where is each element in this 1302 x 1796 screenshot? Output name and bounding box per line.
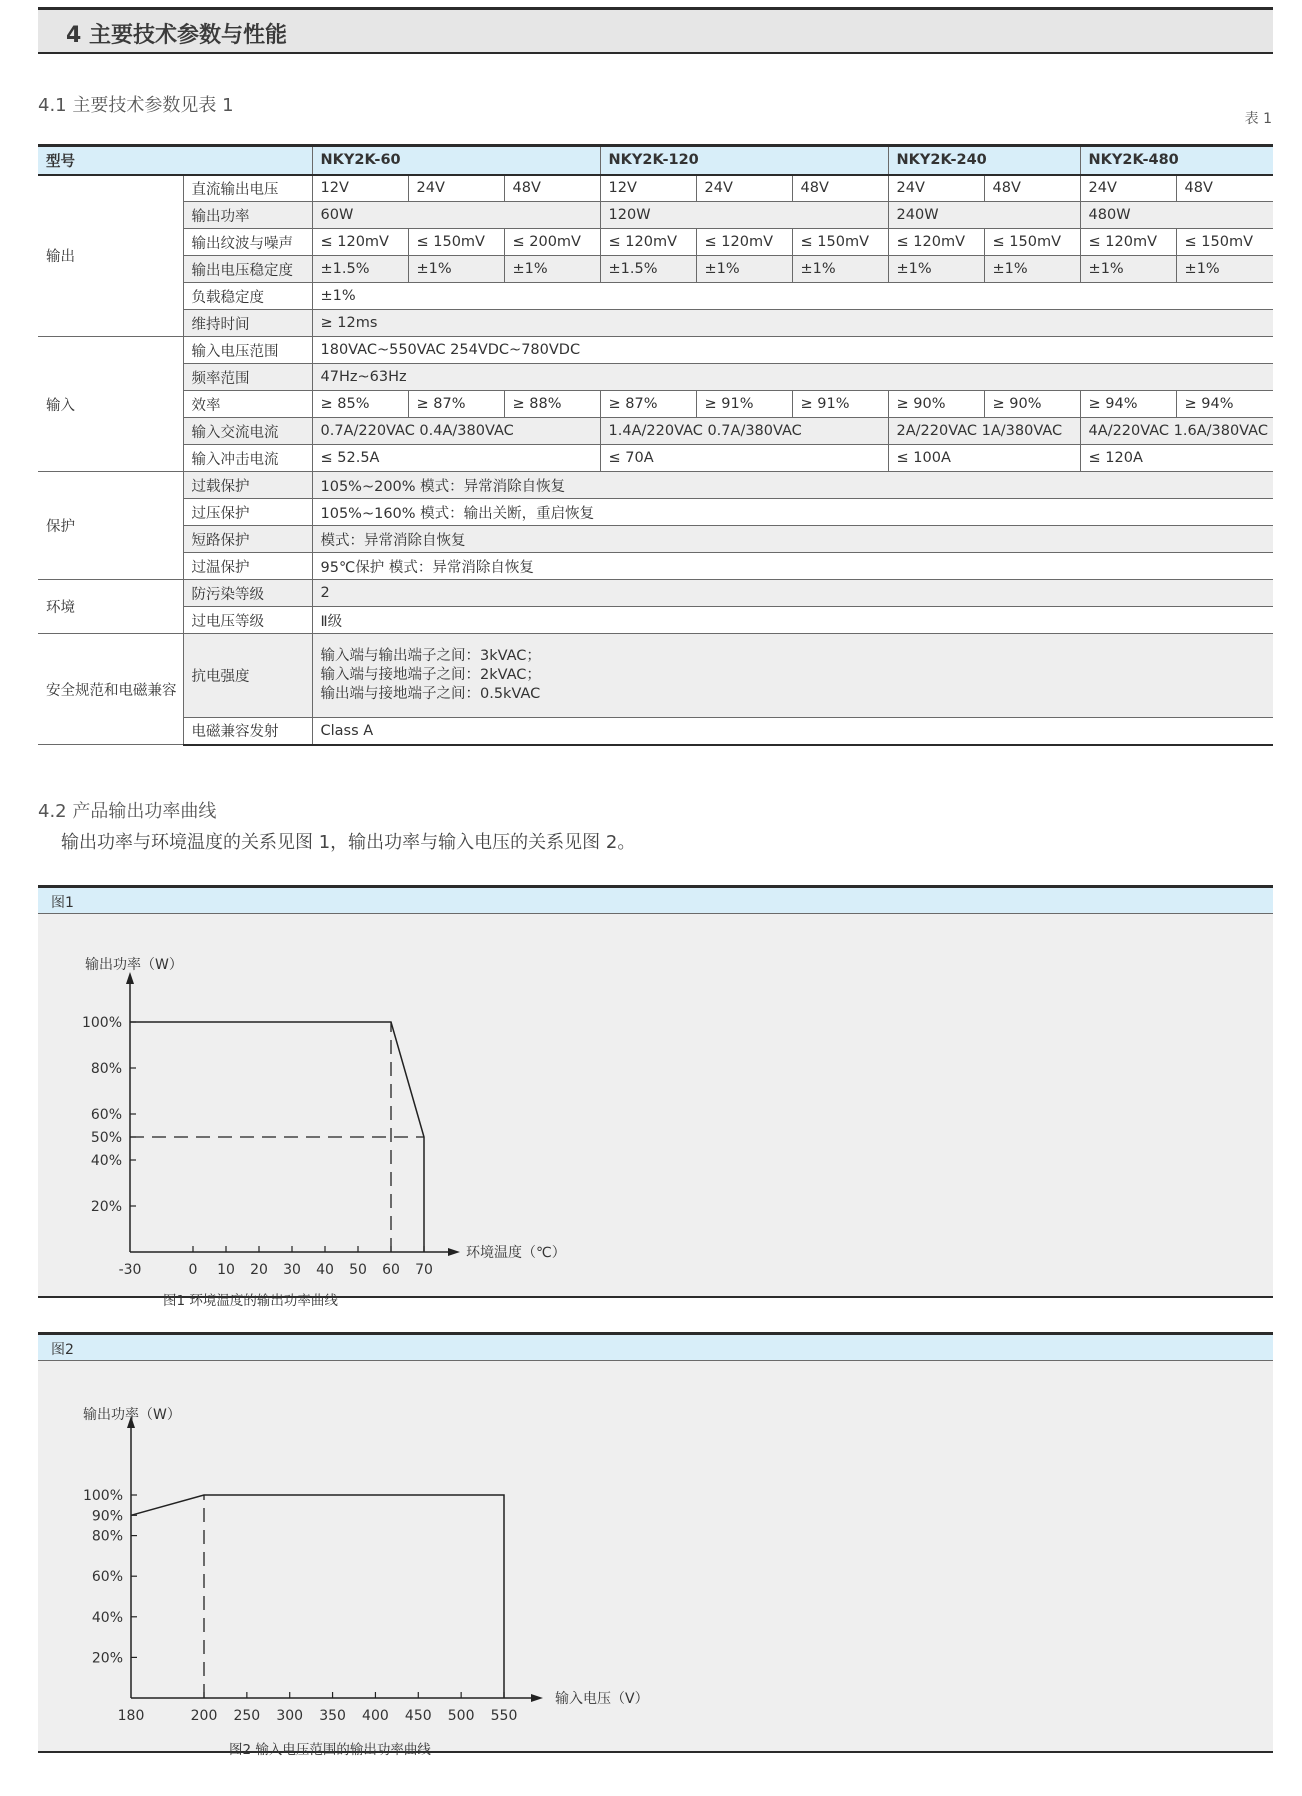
table-cell: Ⅱ级 bbox=[312, 607, 1273, 634]
table-cell: 1.4A/220VAC 0.7A/380VAC bbox=[600, 418, 888, 445]
param-label: 输出电压稳定度 bbox=[183, 256, 312, 283]
header-model-480: NKY2K-480 bbox=[1080, 146, 1273, 175]
figure-1-caption: 图1 环境温度的输出功率曲线 bbox=[163, 1293, 338, 1309]
series-line bbox=[131, 1495, 504, 1698]
param-label: 过载保护 bbox=[183, 472, 312, 499]
y-tick-label: 100% bbox=[81, 1015, 122, 1031]
table-cell: ≤ 70A bbox=[600, 445, 888, 472]
figure-2-header: 图2 bbox=[38, 1332, 1273, 1361]
table-cell: ≥ 87% bbox=[408, 391, 504, 418]
table-cell: ±1% bbox=[504, 256, 600, 283]
table-cell: ≤ 200mV bbox=[504, 229, 600, 256]
table-cell: ≥ 91% bbox=[696, 391, 792, 418]
y-tick-label: 90% bbox=[91, 1508, 123, 1525]
table-cell: 48V bbox=[792, 175, 888, 202]
table-cell: ≥ 94% bbox=[1080, 391, 1176, 418]
section-header bbox=[38, 7, 1273, 54]
table-cell: ≤ 120mV bbox=[312, 229, 408, 256]
header-model: 型号 bbox=[38, 146, 312, 175]
subsection-title-4-1: 4.1 主要技术参数见表 1 bbox=[38, 95, 234, 116]
param-label: 过温保护 bbox=[183, 553, 312, 580]
table-cell: 2A/220VAC 1A/380VAC bbox=[888, 418, 1080, 445]
param-label: 抗电强度 bbox=[183, 634, 312, 718]
table-cell: 4A/220VAC 1.6A/380VAC bbox=[1080, 418, 1273, 445]
x-tick-label: 10 bbox=[217, 1262, 235, 1278]
x-tick-label: 60 bbox=[382, 1262, 400, 1278]
param-label: 输出功率 bbox=[183, 202, 312, 229]
table-cell: ±1% bbox=[984, 256, 1080, 283]
table-cell: 24V bbox=[1080, 175, 1176, 202]
table-row bbox=[38, 553, 1273, 580]
y-axis-arrow-icon bbox=[126, 972, 134, 984]
x-tick-label: 550 bbox=[490, 1708, 518, 1724]
table-cell: ≥ 90% bbox=[984, 391, 1080, 418]
y-axis-label: 输出功率（W） bbox=[85, 957, 183, 973]
table-cell: ±1% bbox=[312, 283, 1273, 310]
param-label: 维持时间 bbox=[183, 310, 312, 337]
table-cell: ≤ 100A bbox=[888, 445, 1080, 472]
subsection-title-4-2: 4.2 产品输出功率曲线 bbox=[38, 801, 217, 822]
table-row bbox=[38, 634, 1273, 718]
figure-1-chart bbox=[38, 914, 1273, 1309]
x-tick-label: 450 bbox=[404, 1708, 432, 1724]
x-tick-label: 70 bbox=[415, 1262, 433, 1278]
param-label: 频率范围 bbox=[183, 364, 312, 391]
figure-1-header: 图1 bbox=[38, 885, 1273, 914]
param-label: 过电压等级 bbox=[183, 607, 312, 634]
param-label: 输入交流电流 bbox=[183, 418, 312, 445]
table-cell: ≥ 94% bbox=[1176, 391, 1273, 418]
figure-1 bbox=[38, 885, 1273, 1309]
x-axis-label: 输入电压（V） bbox=[555, 1691, 649, 1707]
withstand-line: 输入端与接地端子之间：2kVAC； bbox=[320, 667, 541, 683]
y-tick-label: 80% bbox=[91, 1528, 123, 1545]
table-cell: ≥ 91% bbox=[792, 391, 888, 418]
table-cell: ≤ 120A bbox=[1080, 445, 1273, 472]
table-cell: ≥ 88% bbox=[504, 391, 600, 418]
group-output: 输出 bbox=[38, 175, 183, 337]
figure-2-chart bbox=[38, 1361, 1273, 1758]
x-tick-label: 20 bbox=[250, 1262, 268, 1278]
table-cell: ±1% bbox=[696, 256, 792, 283]
param-label: 负载稳定度 bbox=[183, 283, 312, 310]
table-cell: 95℃保护 模式：异常消除自恢复 bbox=[312, 553, 1273, 580]
table-row bbox=[38, 418, 1273, 445]
table-cell: 180VAC~550VAC 254VDC~780VDC bbox=[312, 337, 1273, 364]
table-cell: 480W bbox=[1080, 202, 1273, 229]
y-tick-label: 20% bbox=[90, 1199, 122, 1215]
figure-2 bbox=[38, 1332, 1273, 1758]
param-label: 防污染等级 bbox=[183, 580, 312, 607]
table-row bbox=[38, 364, 1273, 391]
y-tick-label: 100% bbox=[82, 1488, 123, 1504]
table-cell: 模式：异常消除自恢复 bbox=[312, 526, 1273, 553]
group-env: 环境 bbox=[38, 580, 183, 634]
group-safety: 安全规范和电磁兼容 bbox=[38, 634, 183, 745]
param-label: 直流输出电压 bbox=[183, 175, 312, 202]
table-cell: ≤ 120mV bbox=[1080, 229, 1176, 256]
x-tick-label: 350 bbox=[319, 1708, 346, 1724]
param-label: 输出纹波与噪声 bbox=[183, 229, 312, 256]
group-protect: 保护 bbox=[38, 472, 183, 580]
table-row bbox=[38, 718, 1273, 745]
table-cell: ±1.5% bbox=[600, 256, 696, 283]
table-row bbox=[38, 229, 1273, 256]
table-row bbox=[38, 607, 1273, 634]
table-label: 表 1 bbox=[1244, 111, 1272, 127]
table-cell: Class A bbox=[312, 718, 1273, 745]
table-cell: ≤ 150mV bbox=[408, 229, 504, 256]
table-cell: ≤ 52.5A bbox=[312, 445, 600, 472]
withstand-line: 输入端与输出端子之间：3kVAC； bbox=[320, 648, 541, 664]
param-label: 过压保护 bbox=[183, 499, 312, 526]
table-cell: 12V bbox=[312, 175, 408, 202]
table-cell: ±1% bbox=[888, 256, 984, 283]
header-model-60: NKY2K-60 bbox=[312, 146, 600, 175]
header-model-240: NKY2K-240 bbox=[888, 146, 1080, 175]
x-axis-label: 环境温度（℃） bbox=[466, 1245, 566, 1261]
y-tick-label: 50% bbox=[90, 1130, 122, 1146]
table-cell: ±1.5% bbox=[312, 256, 408, 283]
y-tick-label: 60% bbox=[91, 1569, 123, 1586]
x-tick-label: 30 bbox=[283, 1262, 301, 1278]
table-cell: 48V bbox=[984, 175, 1080, 202]
table-cell: 60W bbox=[312, 202, 600, 229]
table-cell: ±1% bbox=[408, 256, 504, 283]
table-row bbox=[38, 175, 1273, 202]
param-label: 电磁兼容发射 bbox=[183, 718, 312, 745]
table-cell: ≤ 120mV bbox=[600, 229, 696, 256]
table-cell: 0.7A/220VAC 0.4A/380VAC bbox=[312, 418, 600, 445]
table-cell: 48V bbox=[1176, 175, 1273, 202]
table-cell: 120W bbox=[600, 202, 888, 229]
x-tick-label: -30 bbox=[118, 1262, 142, 1278]
x-axis-arrow-icon bbox=[448, 1248, 460, 1256]
table-cell: 240W bbox=[888, 202, 1080, 229]
table-cell: ≥ 87% bbox=[600, 391, 696, 418]
param-label: 短路保护 bbox=[183, 526, 312, 553]
y-tick-label: 40% bbox=[91, 1609, 123, 1626]
table-cell: ≤ 150mV bbox=[792, 229, 888, 256]
paragraph: 输出功率与环境温度的关系见图 1，输出功率与输入电压的关系见图 2。 bbox=[61, 832, 636, 853]
table-cell: ≤ 120mV bbox=[888, 229, 984, 256]
table-cell: ≤ 150mV bbox=[1176, 229, 1273, 256]
group-input: 输入 bbox=[38, 337, 183, 472]
x-tick-label: 400 bbox=[362, 1708, 389, 1724]
table-row bbox=[38, 526, 1273, 553]
section-title: 4 主要技术参数与性能 bbox=[66, 23, 287, 48]
table-row bbox=[38, 337, 1273, 364]
table-header-row bbox=[38, 146, 1273, 175]
spec-table bbox=[38, 144, 1273, 746]
param-label: 效率 bbox=[183, 391, 312, 418]
table-row bbox=[38, 445, 1273, 472]
table-cell: 2 bbox=[312, 580, 1273, 607]
table-row bbox=[38, 472, 1273, 499]
y-tick-label: 80% bbox=[90, 1061, 122, 1077]
withstand-line: 输出端与接地端子之间：0.5kVAC bbox=[320, 686, 541, 702]
table-cell: 12V bbox=[600, 175, 696, 202]
x-tick-label: 180 bbox=[117, 1708, 145, 1724]
table-row bbox=[38, 580, 1273, 607]
table-row bbox=[38, 202, 1273, 229]
table-row bbox=[38, 310, 1273, 337]
table-cell: ≥ 12ms bbox=[312, 310, 1273, 337]
table-row bbox=[38, 391, 1273, 418]
table-cell: 48V bbox=[504, 175, 600, 202]
y-tick-label: 40% bbox=[90, 1153, 122, 1169]
table-cell: ±1% bbox=[1080, 256, 1176, 283]
param-label: 输入冲击电流 bbox=[183, 445, 312, 472]
table-cell: ≥ 85% bbox=[312, 391, 408, 418]
table-cell bbox=[312, 634, 1273, 718]
table-cell: 24V bbox=[888, 175, 984, 202]
table-cell: 105%~160% 模式：输出关断，重启恢复 bbox=[312, 499, 1273, 526]
table-cell: ≤ 150mV bbox=[984, 229, 1080, 256]
table-cell: 105%~200% 模式：异常消除自恢复 bbox=[312, 472, 1273, 499]
x-axis-arrow-icon bbox=[531, 1694, 543, 1702]
param-label: 输入电压范围 bbox=[183, 337, 312, 364]
table-cell: ±1% bbox=[792, 256, 888, 283]
table-cell: ≤ 120mV bbox=[696, 229, 792, 256]
table-cell: 24V bbox=[408, 175, 504, 202]
y-tick-label: 60% bbox=[90, 1107, 122, 1123]
table-row bbox=[38, 499, 1273, 526]
table-cell: 47Hz~63Hz bbox=[312, 364, 1273, 391]
y-tick-label: 20% bbox=[91, 1650, 123, 1667]
table-row bbox=[38, 256, 1273, 283]
x-tick-label: 0 bbox=[188, 1262, 198, 1278]
x-tick-label: 500 bbox=[447, 1708, 475, 1724]
header-model-120: NKY2K-120 bbox=[600, 146, 888, 175]
table-row bbox=[38, 283, 1273, 310]
x-tick-label: 200 bbox=[190, 1708, 218, 1724]
table-cell: ±1% bbox=[1176, 256, 1273, 283]
x-tick-label: 300 bbox=[276, 1708, 304, 1724]
table-cell: 24V bbox=[696, 175, 792, 202]
x-tick-label: 50 bbox=[349, 1262, 367, 1278]
x-tick-label: 40 bbox=[316, 1262, 334, 1278]
x-tick-label: 250 bbox=[233, 1708, 261, 1724]
figure-2-caption: 图2 输入电压范围的输出功率曲线 bbox=[229, 1742, 431, 1758]
table-cell: ≥ 90% bbox=[888, 391, 984, 418]
y-axis-label: 输出功率（W） bbox=[83, 1407, 181, 1423]
